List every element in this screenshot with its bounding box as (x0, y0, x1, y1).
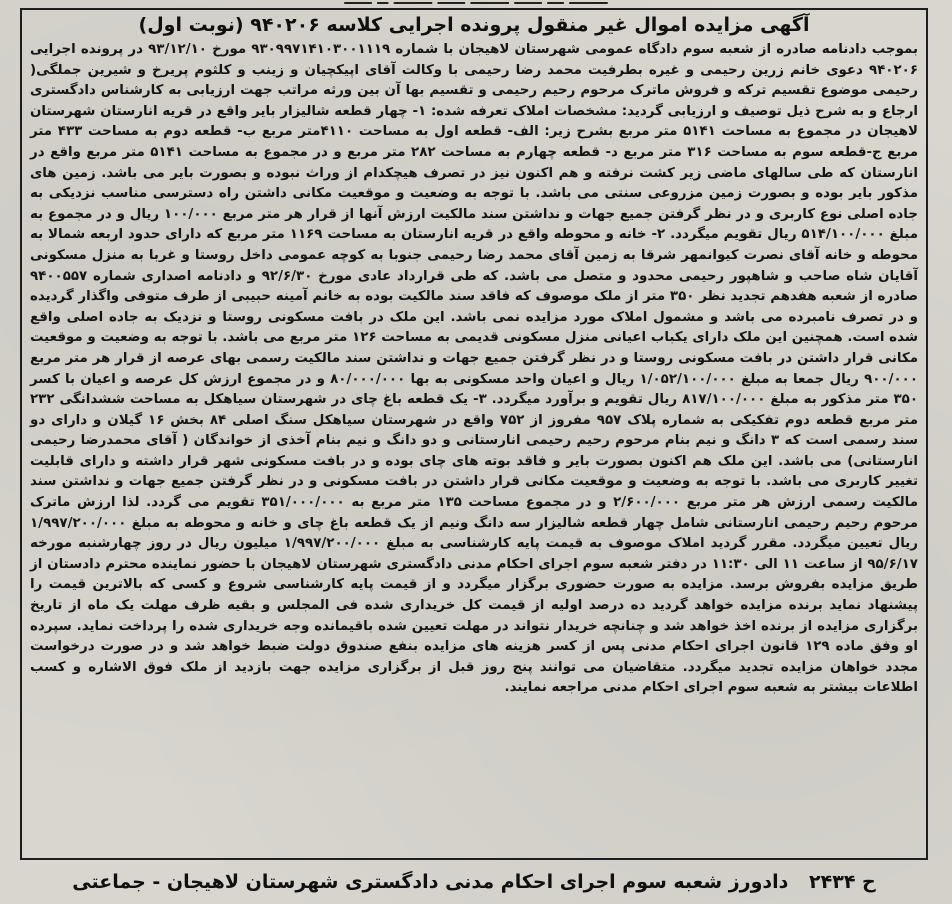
footer-code: ح ۲۴۳۴ (809, 871, 876, 893)
notice-footer (20, 860, 928, 904)
auction-notice (20, 8, 928, 860)
notice-body: بموجب دادنامه صادره از شعبه سوم دادگاه عمومی شهرستان لاهیجان با شماره ۹۳۰۹۹۷۱۴۱۰۳۰۰۱۱۱۹ مورخ ۹۳/۱۲/۱۰ در پرونده اجرایی ۹۴۰۲۰۶ دعوی خانم زرین رحیمی و غیره بطرفیت محمد رضا رحیمی با وکالت آقای اپیکچیان و زینب و کلثوم پریرخ و شیرین جملگی( رحیمی موضوع تقسیم ترکه و فروش ماترک مرحوم رحیم رحیمی و تقسیم بها آن بین ورثه مراتب جهت ارزیابی به کارشناس دادگستری ارجاع و به شرح ذیل توصیف و ارزیابی گردید: مشخصات املاک تعرفه شده: ۱- چهار قطعه شالیزار بایر واقع در قریه انارستان شهرستان لاهیجان در مجموع به مساحت ۵۱۴۱ متر مربع بشرح زیر: الف- قطعه اول به مساحت ۴۱۱۰متر مربع ب- قطعه دوم به مساحت ۴۳۳ متر مربع ج-قطعه سوم به مساحت ۳۱۶ متر مربع د- قطعه چهارم به مساحت ۲۸۲ متر مربع و در مجموع به مساحت ۵۱۴۱ متر مربع واقع در انارستان که طی سالهای ماضی زیر کشت نرفته و هم اکنون نیز در تصرف هیچکدام از وراث نبوده و بصورت بایر می باشد. زمین های مذکور بایر بوده و بصورت زمین مزروعی سنتی می باشد. با توجه به وضعیت و موقعیت مکانی داشتن راه دسترسی مناسب نزدیکی به جاده اصلی نوع کاربری و در نظر گرفتن جمیع جهات و نداشتن سند مالکیت ارزش آنها از قرار هر متر مربع ۱۰۰/۰۰۰ ریال و در مجموع به مبلغ ۵۱۴/۱۰۰/۰۰۰ ریال تقویم میگردد. ۲- خانه و محوطه واقع در قریه انارستان به مساحت ۱۱۶۹ متر مربع که دارای حدود اربعه شمالا به محوطه و خانه آقای نصرت کیوانمهر شرقا به زمین آقای محمد رضا رحیمی جنوبا به کوچه عمومی داخل روستا و غربا به منزل مسکونی آقایان شاه صاحب و شاهپور رحیمی محدود و متصل می باشد. که طی قرارداد عادی مورخ ۹۲/۶/۳۰ و دادنامه اصداری شماره ۹۴۰۰۵۵۷ صادره از شعبه هفدهم تجدید نظر ۳۵۰ متر از ملک موصوف که فاقد سند مالکیت بوده به خانم آمینه حبیبی از طرف متوفی واگذار گردیده و در تصرف نامبرده می باشد و مشمول املاک مورد مزایده نمی باشد. این ملک در بافت مسکونی روستا و نزدیک به جاده اصلی واقع شده است. همچنین این ملک دارای یکباب اعیانی منزل مسکونی قدیمی به مساحت ۱۲۶ متر مربع می باشد. با توجه به وضعیت و موقعیت مکانی قرار داشتن در بافت مسکونی روستا و در نظر گرفتن جمیع جهات و نداشتن سند مالکیت رسمی بهای عرصه از قرار هر متر مربع ۹۰۰/۰۰۰ ریال جمعا به مبلغ ۱/۰۵۲/۱۰۰/۰۰۰ ریال و اعیان واحد مسکونی به بها ۸۰/۰۰۰/۰۰۰ و در مجموع ارزش کل عرصه و اعیان با کسر ۳۵۰ متر مذکور به مبلغ ۸۱۷/۱۰۰/۰۰۰ ریال تقویم و برآورد میگردد. ۳- یک قطعه باغ چای در شهرستان سیاهکل به مساحت ششدانگی ۲۳۲ متر مربع قطعه دوم تفکیکی به شماره پلاک ۹۵۷ مفروز از ۷۵۲ واقع در شهرستان سیاهکل سنگ اصلی ۸۴ بخش ۱۶ گیلان و دارای دو سند رسمی است که ۳ دانگ و نیم بنام مرحوم رحیم رحیمی انارستانی و دو دانگ و نیم بنام آخذی از خواندگان ( آقای محمدرضا رحیمی انارستانی) می باشد. این ملک هم اکنون بصورت بایر و فاقد بوته های چای بوده و در بافت مسکونی شهر قرار داشته و دارای قابلیت تغییر کاربری می باشد. با توجه به وضعیت و موقعیت مکانی قرار داشتن در بافت مسکونی و در نظر گرفتن جمیع جهات و نداشتن سند مالکیت رسمی ارزش هر متر مربع ۲/۶۰۰/۰۰۰ و در مجموع مساحت ۱۳۵ متر مربع به ۳۵۱/۰۰۰/۰۰۰ تقویم می گردد. لذا ارزش ماترک مرحوم رحیم رحیمی انارستانی شامل چهار قطعه شالیزار سه دانگ ونیم از یک قطعه باغ چای و خانه و محوطه به مبلغ ۱/۹۹۷/۲۰۰/۰۰۰ ریال تعیین میگردد. مقرر گردید املاک موصوف به قیمت پایه کارشناسی به مبلغ ۱/۹۹۷/۲۰۰/۰۰۰ میلیون ریال در روز چهارشنبه مورخه ۹۵/۶/۱۷ از ساعت ۱۱ الی ۱۱:۳۰ در دفتر شعبه سوم اجرای احکام مدنی دادگستری شهرستان لاهیجان با حضور نماینده محترم دادستان از طریق مزایده بفروش برسد. مزایده به صورت حضوری برگزار میگردد و از قیمت پایه کارشناسی شروع و کسی که بالاترین قیمت را پیشنهاد نماید برنده مزایده خواهد گردید ده درصد اولیه از قیمت کل خریداری شده فی المجلس و بقیه ظرف مهلت یک ماه از تاریخ برگزاری مزایده از برنده اخذ خواهد شد و چنانچه خریدار نتواند در مهلت تعیین شده باقیمانده وجه خریداری شده را پرداخت نماید. سپرده او وفق ماده ۱۲۹ قانون اجرای احکام مدنی پس از کسر هزینه های مزایده بنفع صندوق دولت ضبط خواهد شد و در صورت درخواست مجدد خواهان مزایده تجدید میگردد. متقاضیان می توانند پنج روز قبل از برگزاری مزایده جهت بازدید از ملک فوق الاشاره و کسب اطلاعات بیشتر به شعبه سوم اجرای احکام مدنی مراجعه نمایند. (30, 42, 919, 696)
notice-title: آگهی مزایده اموال غیر منقول پرونده اجرایی کلاسه ۹۴۰۲۰۶ (نوبت اول) (138, 14, 810, 36)
footer-signature: دادورز شعبه سوم اجرای احکام مدنی دادگستری شهرستان لاهیجان - جماعتی (72, 871, 789, 893)
